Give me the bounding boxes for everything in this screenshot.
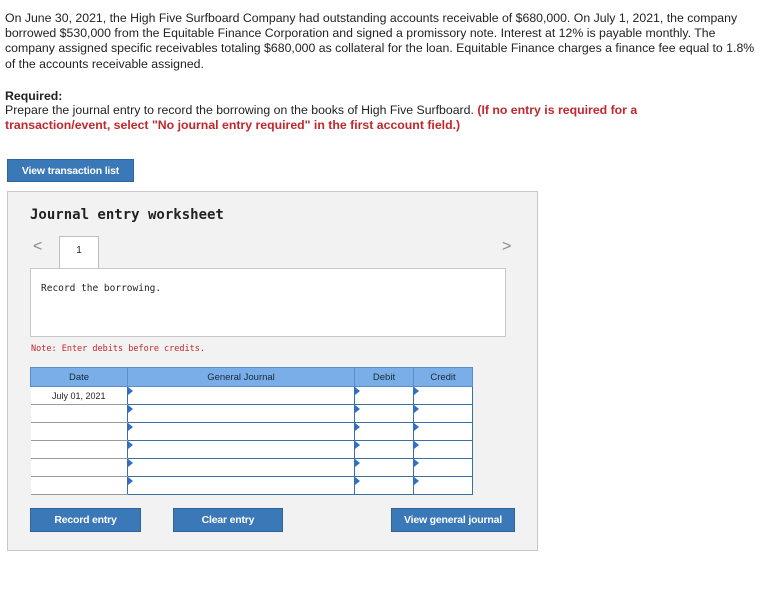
required-instruction-note: (If no entry is required for a transaction/event, select "No journal entry required" in the first account field.) (5, 103, 638, 133)
row-date (31, 405, 128, 423)
account-input[interactable] (128, 459, 355, 477)
clear-entry-button[interactable]: Clear entry (173, 508, 283, 532)
tab-entry-1[interactable]: 1 (59, 236, 99, 269)
debit-field[interactable] (355, 405, 413, 422)
debit-field[interactable] (355, 477, 413, 494)
row-date (31, 441, 128, 459)
account-input[interactable] (128, 423, 355, 441)
debit-input[interactable] (355, 405, 414, 423)
credit-field[interactable] (414, 423, 472, 440)
account-input[interactable] (128, 387, 355, 405)
account-input[interactable] (128, 405, 355, 423)
credit-input[interactable] (414, 405, 473, 423)
account-input[interactable] (128, 441, 355, 459)
credit-field[interactable] (414, 477, 472, 494)
entry-description: Record the borrowing. (41, 283, 162, 294)
debit-field[interactable] (355, 441, 413, 458)
view-general-journal-button[interactable]: View general journal (391, 508, 515, 532)
account-field[interactable] (128, 423, 354, 440)
credit-field[interactable] (414, 459, 472, 476)
table-row (31, 441, 473, 459)
prev-arrow-icon[interactable]: < (33, 238, 43, 255)
required-instruction-main: Prepare the journal entry to record the borrowing on the books of High Five Surfboard. (5, 103, 474, 117)
debit-input[interactable] (355, 423, 414, 441)
header-general-journal: General Journal (128, 368, 355, 387)
table-row (31, 423, 473, 441)
journal-entry-worksheet-panel (7, 191, 538, 551)
credit-input[interactable] (414, 459, 473, 477)
account-field[interactable] (128, 387, 354, 404)
required-heading: Required: (5, 89, 63, 103)
credit-input[interactable] (414, 423, 473, 441)
debit-input[interactable] (355, 459, 414, 477)
entry-description-box (30, 268, 506, 337)
table-row (31, 405, 473, 423)
journal-table (30, 367, 473, 495)
account-field[interactable] (128, 441, 354, 458)
account-input[interactable] (128, 477, 355, 495)
worksheet-title: Journal entry worksheet (30, 207, 224, 223)
row-date (31, 477, 128, 495)
header-debit: Debit (355, 368, 414, 387)
debit-field[interactable] (355, 423, 413, 440)
account-field[interactable] (128, 477, 354, 494)
problem-statement: On June 30, 2021, the High Five Surfboard Company had outstanding accounts receivable of $680,000. On July 1, 2021, the company borrowed $530,000 from the Equitable Finance Corporation and signed a promissory note. Interest at 12% is payable monthly. The company assigned specific receivables totaling $680,000 as collateral for the loan. Equitable Finance charges a finance fee equal to 1.8% of the accounts receivable assigned. (5, 11, 755, 71)
table-row (31, 459, 473, 477)
row-date (31, 423, 128, 441)
view-transaction-list-button[interactable]: View transaction list (7, 159, 134, 182)
debit-input[interactable] (355, 477, 414, 495)
required-text (5, 103, 745, 133)
journal-table-header (31, 368, 473, 387)
credit-field[interactable] (414, 387, 472, 404)
debit-input[interactable] (355, 441, 414, 459)
debit-field[interactable] (355, 459, 413, 476)
row-date: July 01, 2021 (31, 387, 128, 405)
table-row (31, 387, 473, 405)
record-entry-button[interactable]: Record entry (30, 508, 141, 532)
credit-input[interactable] (414, 441, 473, 459)
credit-field[interactable] (414, 405, 472, 422)
credit-field[interactable] (414, 441, 472, 458)
account-field[interactable] (128, 459, 354, 476)
header-credit: Credit (414, 368, 473, 387)
debit-field[interactable] (355, 387, 413, 404)
table-row (31, 477, 473, 495)
row-date (31, 459, 128, 477)
debit-input[interactable] (355, 387, 414, 405)
debits-note: Note: Enter debits before credits. (31, 344, 205, 354)
credit-input[interactable] (414, 477, 473, 495)
account-field[interactable] (128, 405, 354, 422)
credit-input[interactable] (414, 387, 473, 405)
header-date: Date (31, 368, 128, 387)
next-arrow-icon[interactable]: > (502, 238, 512, 255)
